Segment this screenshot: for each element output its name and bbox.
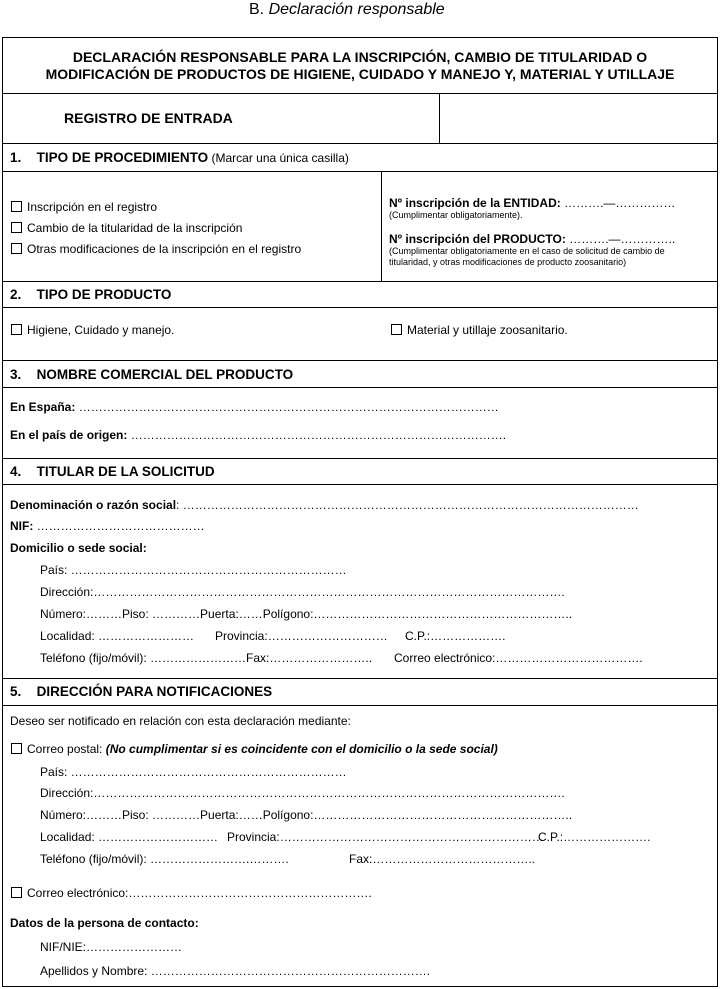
- checkbox-correo-electronico[interactable]: [11, 887, 22, 898]
- producto-note-line2: titularidad, y otras modificaciones de producto zoosanitario): [389, 257, 627, 267]
- checkbox-inscripcion[interactable]: [11, 201, 22, 212]
- checkbox-correo-postal[interactable]: [11, 743, 22, 754]
- section1-number: 1.: [10, 150, 22, 165]
- nif-value: ……………………………………: [33, 519, 205, 533]
- titular-numero-field[interactable]: Número:………Piso: …………Puerta:……Polígono:………………………………………………………..: [40, 607, 573, 621]
- postal-label: Correo postal:: [27, 742, 106, 756]
- notif-localidad-field[interactable]: Localidad: …………………………: [40, 830, 219, 844]
- denominacion-field[interactable]: [10, 498, 639, 512]
- titular-direccion-field[interactable]: Dirección:……………………………………………………………………………………………………….: [40, 585, 565, 599]
- section2-number: 2.: [10, 287, 22, 302]
- entidad-label: Nº inscripción de la ENTIDAD:: [389, 196, 561, 210]
- divider: [2, 458, 718, 459]
- notif-pais-field[interactable]: País: ……………………………………………………………: [40, 765, 347, 779]
- notif-fax-field[interactable]: Fax:…………………………………..: [349, 852, 536, 866]
- entidad-value: ……….—……………: [560, 196, 676, 210]
- origen-field[interactable]: [10, 428, 506, 442]
- option-inscripcion[interactable]: [11, 200, 157, 214]
- option-higiene[interactable]: [11, 323, 174, 337]
- producto-field[interactable]: [389, 232, 675, 246]
- option-cambio-titularidad[interactable]: [11, 221, 242, 235]
- section4-header: [10, 464, 215, 479]
- nif-field[interactable]: [10, 519, 205, 533]
- denominacion-label: Denominación o razón social: [10, 498, 177, 512]
- divider: [2, 171, 718, 172]
- section5-header: [10, 684, 272, 699]
- entidad-note: (Cumplimentar obligatoriamente).: [389, 210, 523, 220]
- contacto-nif-field[interactable]: NIF/NIE:……………………: [40, 940, 183, 954]
- section5-title: DIRECCIÓN PARA NOTIFICACIONES: [36, 684, 273, 699]
- checkbox-cambio-titularidad[interactable]: [11, 222, 22, 233]
- section2-header: [10, 287, 171, 302]
- notificacion-intro: Deseo ser notificado en relación con esta declaración mediante:: [10, 714, 351, 728]
- nif-label: NIF:: [10, 519, 34, 533]
- form-frame: [2, 37, 718, 987]
- section4-number: 4.: [10, 464, 22, 479]
- origen-value: ………………………………………………………………………………….: [127, 428, 507, 442]
- section3-header: [10, 367, 293, 382]
- section1-header: [10, 150, 349, 165]
- espana-label: En España:: [10, 400, 76, 414]
- heading-title: Declaración responsable: [268, 1, 445, 18]
- titular-correo-field[interactable]: Correo electrónico:……………………………….: [394, 651, 643, 665]
- option-correo-postal[interactable]: [11, 742, 498, 756]
- notif-cp-field[interactable]: C.P.:………………….: [538, 830, 651, 844]
- producto-note-line1: (Cumplimentar obligatoriamente en el caso de solicitud de cambio de: [389, 246, 665, 256]
- option-label: Material y utillaje zoosanitario.: [407, 323, 568, 337]
- registro-label: REGISTRO DE ENTRADA: [64, 110, 233, 126]
- heading-prefix: B.: [249, 1, 269, 18]
- divider: [2, 307, 718, 308]
- denominacion-value: : ……………………………………………………………………………………………………: [176, 498, 639, 512]
- domicilio-label: Domicilio o sede social:: [10, 541, 147, 555]
- section3-title: NOMBRE COMERCIAL DEL PRODUCTO: [36, 367, 294, 382]
- option-material[interactable]: [391, 323, 568, 337]
- entidad-field[interactable]: [389, 196, 675, 210]
- section5-number: 5.: [10, 684, 22, 699]
- checkbox-higiene[interactable]: [11, 324, 22, 335]
- option-label: Inscripción en el registro: [27, 200, 158, 214]
- section1-divider: [381, 171, 382, 281]
- postal-note: (No cumplimentar si es coincidente con el domicilio o la sede social): [105, 742, 498, 756]
- divider: [2, 484, 718, 485]
- notif-direccion-field[interactable]: Dirección:……………………………………………………………………………………………………….: [40, 786, 565, 800]
- option-label: Cambio de la titularidad de la inscripción: [27, 221, 243, 235]
- contacto-label: Datos de la persona de contacto:: [10, 916, 199, 930]
- titular-provincia-field[interactable]: Provincia:…………………………: [215, 629, 388, 643]
- divider: [2, 705, 718, 706]
- section1-note: (Marcar una única casilla): [211, 151, 349, 165]
- titular-localidad-field[interactable]: Localidad: ……………………: [40, 629, 195, 643]
- checkbox-material[interactable]: [391, 324, 402, 335]
- titular-cp-field[interactable]: C.P.:……………….: [405, 629, 506, 643]
- notif-telefono-field[interactable]: Teléfono (fijo/móvil): …………………….……….: [40, 852, 289, 866]
- espana-value: ……………………………………………………………………………………………: [75, 400, 499, 414]
- notif-numero-field[interactable]: Número:………Piso: …………Puerta:……Polígono:………………………………………………………..: [40, 808, 573, 822]
- producto-value: ……….—…………..: [565, 232, 676, 246]
- registro-stamp-field[interactable]: [440, 94, 716, 142]
- option-label: Higiene, Cuidado y manejo.: [27, 323, 175, 337]
- section1-title: TIPO DE PROCEDIMIENTO: [36, 150, 209, 165]
- titular-pais-field[interactable]: País: ……………………………………………………………: [40, 563, 347, 577]
- section4-title: TITULAR DE LA SOLICITUD: [36, 464, 215, 479]
- divider: [2, 143, 718, 144]
- page-heading: [249, 1, 445, 19]
- espana-field[interactable]: [10, 400, 499, 414]
- form-title-line1: DECLARACIÓN RESPONSABLE PARA LA INSCRIPCIÓN, CAMBIO DE TITULARIDAD O: [72, 49, 648, 65]
- email-field[interactable]: Correo electrónico:…………………………………………………….: [27, 886, 372, 900]
- divider: [2, 360, 718, 361]
- option-label: Otras modificaciones de la inscripción en el registro: [27, 242, 302, 256]
- divider: [2, 387, 718, 388]
- producto-label: Nº inscripción del PRODUCTO:: [389, 232, 566, 246]
- origen-label: En el país de origen:: [10, 428, 128, 442]
- option-correo-electronico[interactable]: [11, 886, 372, 900]
- titular-telefono-field[interactable]: Teléfono (fijo/móvil): ……………………Fax:……………………..: [40, 651, 373, 665]
- divider: [2, 678, 718, 679]
- option-otras-modificaciones[interactable]: [11, 242, 301, 256]
- divider: [2, 281, 718, 282]
- checkbox-otras-modificaciones[interactable]: [11, 243, 22, 254]
- form-title-line2: MODIFICACIÓN DE PRODUCTOS DE HIGIENE, CUIDADO Y MANEJO Y, MATERIAL Y UTILLAJE: [45, 66, 675, 82]
- section2-title: TIPO DE PRODUCTO: [36, 287, 172, 302]
- section3-number: 3.: [10, 367, 22, 382]
- contacto-apellidos-field[interactable]: Apellidos y Nombre: …………………………………………………………….: [40, 964, 431, 978]
- notif-provincia-field[interactable]: Provincia:…………………………………………………………: [227, 830, 544, 844]
